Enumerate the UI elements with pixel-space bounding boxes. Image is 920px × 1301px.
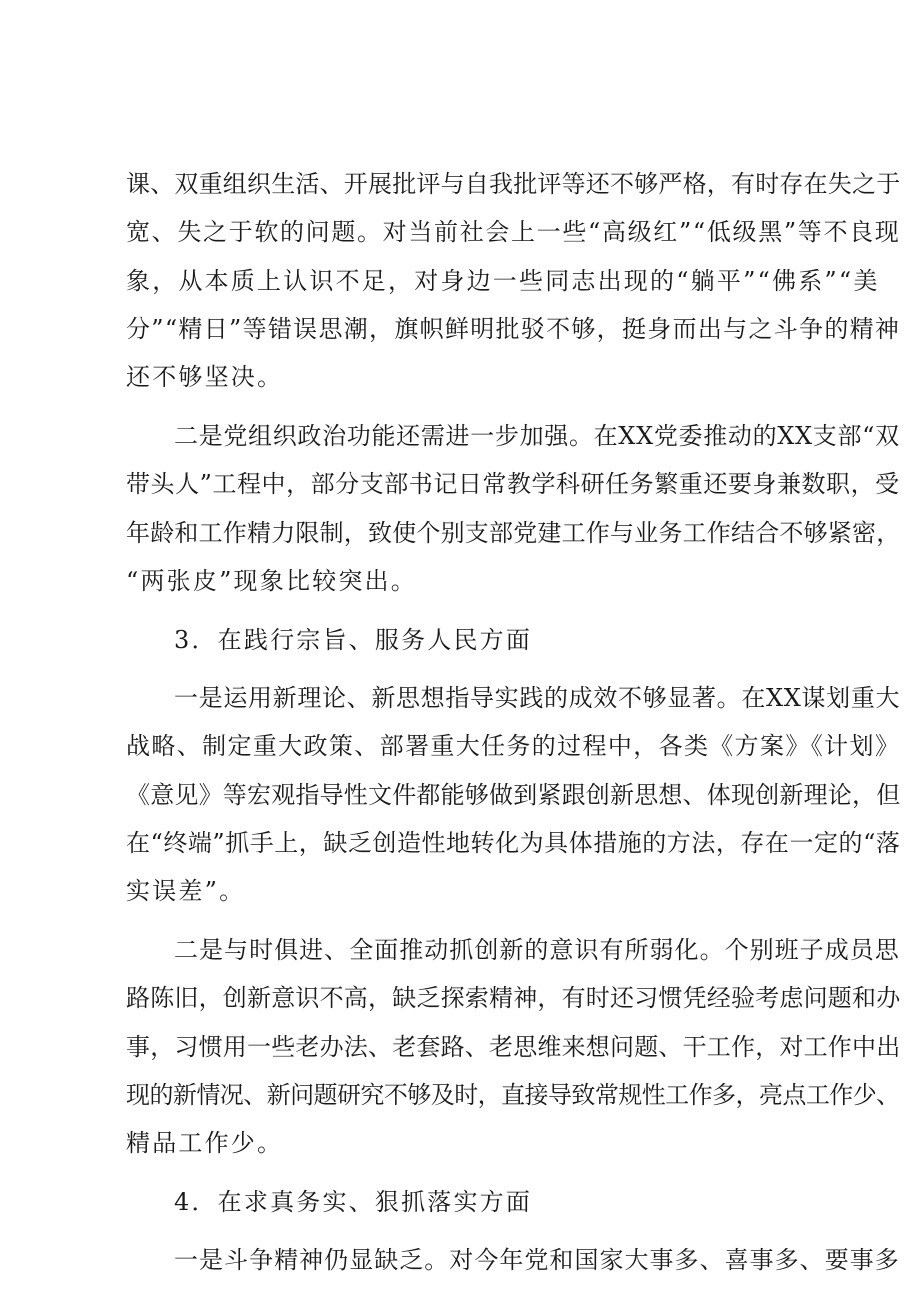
section-heading-3: 3．在践行宗旨、服务人民方面 xyxy=(174,626,533,654)
text-line: “两张皮”现象比较突出。 xyxy=(126,567,417,595)
text-line: 年龄和工作精力限制，致使个别支部党建工作与业务工作结合不够紧密， xyxy=(126,519,901,547)
text-line: 课、双重组织生活、开展批评与自我批评等还不够严格，有时存在失之于 xyxy=(126,170,901,198)
text-line: 《意见》等宏观指导性文件都能够做到紧跟创新思想、体现创新理论，但 xyxy=(126,781,901,809)
paragraph-first-line: 二是与时俱进、全面推动抓创新的意识有所弱化。个别班子成员思 xyxy=(174,936,900,964)
text-line: 路陈旧，创新意识不高，缺乏探索精神，有时还习惯凭经验考虑问题和办 xyxy=(126,984,901,1012)
paragraph-first-line: 二是党组织政治功能还需进一步加强。在XX党委推动的XX支部“双 xyxy=(174,422,900,450)
text-line: 还不够坚决。 xyxy=(126,363,284,391)
text-line: 事，习惯用一些老办法、老套路、老思维来想问题、干工作，对工作中出 xyxy=(126,1033,901,1061)
text-line: 现的新情况、新问题研究不够及时，直接导致常规性工作多，亮点工作少、 xyxy=(126,1081,900,1109)
text-line: 宽、失之于软的问题。对当前社会上一些“高级红”“低级黑”等不良现 xyxy=(126,218,901,246)
text-line: 战略、制定重大政策、部署重大任务的过程中，各类《方案》《计划》 xyxy=(126,732,901,760)
section-heading-4: 4．在求真务实、狠抓落实方面 xyxy=(174,1188,533,1216)
text-line: 在“终端”抓手上，缺乏创造性地转化为具体措施的方法，存在一定的“落 xyxy=(126,829,901,857)
text-line: 分”“精日”等错误思潮，旗帜鲜明批驳不够，挺身而出与之斗争的精神 xyxy=(126,315,901,343)
text-line: 实误差”。 xyxy=(126,877,246,905)
paragraph-first-line: 一是运用新理论、新思想指导实践的成效不够显著。在XX谋划重大 xyxy=(174,684,901,712)
paragraph-first-line: 一是斗争精神仍显缺乏。对今年党和国家大事多、喜事多、要事多 xyxy=(174,1246,900,1274)
text-line: 象，从本质上认识不足，对身边一些同志出现的“躺平”“佛系”“美 xyxy=(126,267,880,295)
text-line: 精品工作少。 xyxy=(126,1129,284,1157)
text-line: 带头人”工程中，部分支部书记日常教学科研任务繁重还要身兼数职，受 xyxy=(126,470,900,498)
